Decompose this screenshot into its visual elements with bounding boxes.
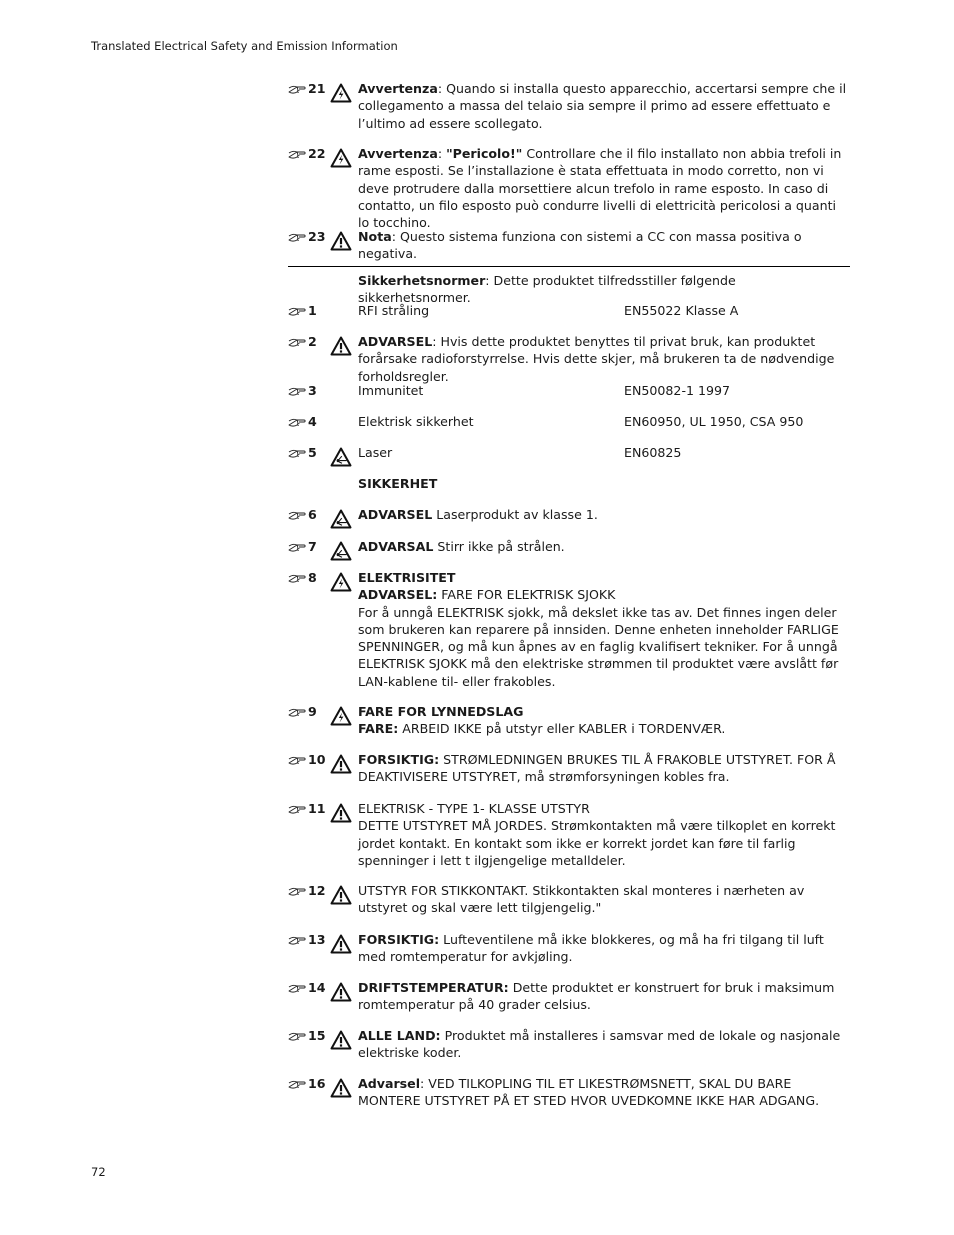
body-text: : Quando si installa questo apparecchio, accertarsi sempre che il collegamento a massa del telaio sia sempre il primo ad essere effettuato e l’ultimo ad essere scollegato. — [358, 81, 847, 131]
bold-label: FARE: — [358, 721, 399, 737]
pointing-hand-icon — [288, 573, 306, 584]
entry-number: 13 — [308, 932, 326, 947]
entry-line — [358, 817, 850, 869]
entry-number: 5 — [308, 445, 317, 460]
entry-gutter — [288, 475, 358, 495]
entry-number: 1 — [308, 303, 317, 318]
notice-entry — [288, 506, 850, 523]
body-text: For å unngå ELEKTRISK sjokk, må dekslet ikke tas av. Det finnes ingen deler som brukeren kan reparere på innsiden. Denne enheten inneholder FARLIGE SPENNINGER, og må kun åpnes av en faglig kvalifisert tekniker. For å unngå ELEKTRISK SJOKK må den elektriske strømmen til produktet være avslått før LAN-kablene til- eller frakobles. — [358, 604, 839, 689]
bold-label: DRIFTSTEMPERATUR: — [358, 980, 509, 995]
notice-entry — [288, 882, 850, 917]
electrical-hazard-icon — [330, 706, 352, 726]
entry-text — [358, 569, 850, 690]
entry-line — [358, 703, 850, 720]
entry-text — [358, 444, 850, 461]
pointing-hand-icon — [288, 571, 306, 588]
bold-label: ADVARSAL — [358, 539, 434, 554]
bold-label: Avvertenza — [358, 81, 438, 96]
electrical-hazard-icon — [330, 83, 352, 103]
notice-entry — [288, 800, 850, 869]
entry-number: 14 — [308, 980, 326, 995]
entry-gutter — [288, 800, 358, 820]
pointing-hand-icon — [288, 147, 306, 164]
pointing-hand-icon — [288, 417, 306, 428]
pointing-hand-icon — [288, 149, 306, 160]
warning-icon — [330, 231, 352, 251]
entry-number: 22 — [308, 146, 326, 161]
body-text: Laser — [358, 445, 393, 460]
entry-gutter — [288, 80, 358, 100]
notice-entry — [288, 80, 850, 132]
electrical-hazard-icon — [330, 148, 352, 168]
laser-warning-icon — [330, 509, 352, 529]
warning-icon — [330, 1030, 352, 1054]
pointing-hand-icon — [288, 935, 306, 946]
electrical-hazard-icon — [330, 148, 352, 172]
pointing-hand-icon — [288, 981, 306, 998]
pointing-hand-icon — [288, 510, 306, 521]
entry-text — [358, 538, 850, 555]
bold-label: Nota — [358, 229, 392, 244]
entry-line — [358, 720, 850, 737]
entry-gutter — [288, 444, 358, 464]
entry-text — [358, 80, 850, 132]
standard-value: EN60950, UL 1950, CSA 950 — [624, 414, 804, 429]
pointing-hand-icon — [288, 542, 306, 553]
body-text: RFI stråling — [358, 303, 430, 318]
bold-label: Advarsel — [358, 1076, 421, 1091]
entry-gutter — [288, 1075, 358, 1095]
warning-icon — [330, 336, 352, 360]
laser-warning-icon — [330, 509, 352, 533]
bold-label: ELEKTRISITET — [358, 570, 456, 585]
standard-value: EN50082-1 1997 — [624, 383, 731, 398]
notice-entry — [288, 382, 850, 399]
bold-label: "Pericolo!" — [446, 146, 523, 161]
body-text: Lufteventilene må ikke blokkeres, og må ha fri tilgang til luft med romtemperatur for avkjøling. — [358, 932, 824, 965]
body-text: : Questo sistema funziona con sistemi a CC con massa positiva o negativa. — [358, 229, 802, 262]
entry-line — [358, 604, 850, 690]
entry-number: 11 — [308, 801, 326, 816]
pointing-hand-icon — [288, 448, 306, 459]
warning-icon — [330, 982, 352, 1006]
pointing-hand-icon — [288, 304, 306, 321]
entry-number: 21 — [308, 81, 326, 96]
entry-number: 6 — [308, 507, 317, 522]
pointing-hand-icon — [288, 337, 306, 348]
body-text: : Hvis dette produktet benyttes til privat bruk, kan produktet forårsake radioforstyrrelse. Hvis dette skjer, må brukeren ta de nødvendige forholdsregler. — [358, 334, 835, 384]
body-text: UTSTYR FOR STIKKONTAKT. Stikkontakten skal monteres i nærheten av utstyret og skal være lett tilgjengelig." — [358, 883, 805, 916]
notice-entry — [288, 444, 850, 461]
entry-text — [358, 931, 850, 966]
pointing-hand-icon — [288, 753, 306, 770]
warning-icon — [330, 231, 352, 255]
pointing-hand-icon — [288, 415, 306, 432]
entry-number: 10 — [308, 752, 326, 767]
entry-number: 15 — [308, 1028, 326, 1043]
warning-icon — [330, 885, 352, 905]
notice-entry — [288, 145, 850, 231]
body-text: Dette produktet er konstruert for bruk i maksimum romtemperatur på 40 grader celsius. — [358, 980, 835, 1013]
entry-text — [358, 800, 850, 869]
warning-icon — [330, 1078, 352, 1102]
warning-icon — [330, 934, 352, 954]
notice-entry — [288, 1027, 850, 1062]
pointing-hand-icon — [288, 508, 306, 525]
electrical-hazard-icon — [330, 83, 352, 107]
body-text: FARE FOR ELEKTRISK SJOKK — [437, 587, 616, 603]
entry-text — [358, 882, 850, 917]
entry-gutter — [288, 538, 358, 558]
entry-text — [358, 1075, 850, 1110]
bold-label: ADVARSEL — [358, 507, 433, 522]
entry-gutter — [288, 382, 358, 402]
body-text: STRØMLEDNINGEN BRUKES TIL Å FRAKOBLE UTSTYRET. FOR Å DEAKTIVISERE UTSTYRET, må strømforsyningen kobles fra. — [358, 752, 836, 785]
warning-icon — [330, 336, 352, 356]
entry-number: 7 — [308, 539, 317, 554]
entry-gutter — [288, 333, 358, 353]
laser-warning-icon — [330, 447, 352, 471]
entry-line — [358, 800, 850, 817]
notice-entry — [288, 333, 850, 385]
entry-text — [358, 506, 850, 523]
entry-gutter — [288, 882, 358, 902]
entry-text — [358, 382, 850, 399]
entry-text — [358, 703, 850, 738]
body-text: : — [437, 146, 447, 161]
entry-gutter — [288, 267, 358, 287]
entry-gutter — [288, 302, 358, 322]
bold-label: ADVARSEL — [358, 334, 433, 349]
entry-gutter — [288, 1027, 358, 1047]
pointing-hand-icon — [288, 84, 306, 95]
body-text: Controllare che il filo installato non abbia trefoli in rame esposti. Se l’installazione è stata effettuata in modo corretto, non vi deve protrudere dalla morsettiere alcun trefolo in rame esposto. In caso di contatto, un filo esposto può condurre livelli di elettricità pericolosi a quanti lo tocchino. — [358, 146, 842, 231]
warning-icon — [330, 803, 352, 827]
entry-gutter — [288, 931, 358, 951]
pointing-hand-icon — [288, 232, 306, 243]
entry-gutter — [288, 228, 358, 248]
entry-gutter — [288, 506, 358, 526]
entry-gutter — [288, 751, 358, 771]
pointing-hand-icon — [288, 540, 306, 557]
entry-text — [358, 302, 850, 319]
pointing-hand-icon — [288, 230, 306, 247]
entry-gutter — [288, 569, 358, 589]
body-text: Immunitet — [358, 383, 424, 398]
notice-entry — [288, 1075, 850, 1110]
warning-icon — [330, 754, 352, 778]
standard-value: EN60825 — [624, 445, 682, 460]
entry-text — [358, 333, 850, 385]
entry-text — [358, 475, 850, 492]
notice-entry — [288, 413, 850, 430]
body-text: : VED TILKOPLING TIL ET LIKESTRØMSNETT, SKAL DU BARE MONTERE UTSTYRET PÅ ET STED HVOR UVEDKOMNE IKKE HAR ADGANG. — [358, 1076, 820, 1109]
entry-number: 12 — [308, 883, 326, 898]
body-text: Laserprodukt av klasse 1. — [432, 507, 598, 522]
bold-label: ALLE LAND: — [358, 1028, 441, 1043]
page-number: 72 — [91, 1165, 106, 1179]
entry-line — [358, 586, 850, 603]
body-text: Stirr ikke på strålen. — [433, 539, 565, 554]
body-text: : Dette produktet tilfredsstiller følgende sikkerhetsnormer. — [358, 273, 736, 306]
entry-text — [358, 228, 850, 263]
warning-icon — [330, 754, 352, 774]
warning-icon — [330, 1078, 352, 1098]
bold-label: Avvertenza — [358, 146, 438, 161]
pointing-hand-icon — [288, 384, 306, 401]
bold-label: FARE FOR LYNNEDSLAG — [358, 704, 524, 719]
laser-warning-icon — [330, 541, 352, 561]
entry-gutter — [288, 979, 358, 999]
notice-entry — [288, 228, 850, 263]
entry-line — [358, 569, 850, 586]
electrical-hazard-icon — [330, 572, 352, 592]
entry-number: 4 — [308, 414, 317, 429]
bold-label: FORSIKTIG: — [358, 752, 440, 767]
body-text: DETTE UTSTYRET MÅ JORDES. Strømkontakten må være tilkoplet en korrekt jordet kontakt. En kontakt som ikke er korrekt jordet kan føre til farlig spenninger i lett t ilgjengelige metalldeler. — [358, 818, 836, 868]
pointing-hand-icon — [288, 335, 306, 352]
pointing-hand-icon — [288, 755, 306, 766]
notice-entry — [288, 931, 850, 966]
notice-entry — [288, 266, 850, 307]
entry-number: 9 — [308, 704, 317, 719]
bold-label: FORSIKTIG: — [358, 932, 440, 947]
body-text: Produktet må installeres i samsvar med de lokale og nasjonale elektriske koder. — [358, 1028, 841, 1061]
electrical-hazard-icon — [330, 572, 352, 596]
entry-gutter — [288, 703, 358, 723]
warning-icon — [330, 934, 352, 958]
warning-icon — [330, 1030, 352, 1050]
notice-entry — [288, 751, 850, 786]
pointing-hand-icon — [288, 983, 306, 994]
notice-entry — [288, 979, 850, 1014]
pointing-hand-icon — [288, 1029, 306, 1046]
bold-label: Sikkerhetsnormer — [358, 273, 486, 288]
pointing-hand-icon — [288, 446, 306, 463]
entry-number: 2 — [308, 334, 317, 349]
entry-gutter — [288, 145, 358, 165]
pointing-hand-icon — [288, 1077, 306, 1094]
pointing-hand-icon — [288, 933, 306, 950]
pointing-hand-icon — [288, 802, 306, 819]
laser-warning-icon — [330, 541, 352, 565]
warning-icon — [330, 803, 352, 823]
electrical-hazard-icon — [330, 706, 352, 730]
pointing-hand-icon — [288, 707, 306, 718]
entry-number: 23 — [308, 229, 326, 244]
warning-icon — [330, 982, 352, 1002]
entry-text — [358, 145, 850, 231]
entry-gutter — [288, 413, 358, 433]
body-text: ARBEID IKKE på utstyr eller KABLER i TORDENVÆR. — [398, 721, 726, 737]
warning-icon — [330, 885, 352, 909]
laser-warning-icon — [330, 447, 352, 467]
body-text: Elektrisk sikkerhet — [358, 414, 474, 429]
entry-number: 16 — [308, 1076, 326, 1091]
standard-value: EN55022 Klasse A — [624, 303, 739, 318]
page-header: Translated Electrical Safety and Emission Information — [91, 39, 398, 53]
entry-text — [358, 751, 850, 786]
bold-label: SIKKERHET — [358, 476, 438, 491]
bold-label: ADVARSEL: — [358, 587, 438, 603]
pointing-hand-icon — [288, 1079, 306, 1090]
notice-entry — [288, 538, 850, 555]
entry-text — [358, 979, 850, 1014]
notice-entry — [288, 475, 850, 492]
body-text: ELEKTRISK - TYPE 1- KLASSE UTSTYR — [358, 801, 590, 816]
entry-number: 8 — [308, 570, 317, 585]
notice-entry — [288, 569, 850, 690]
pointing-hand-icon — [288, 886, 306, 897]
pointing-hand-icon — [288, 884, 306, 901]
pointing-hand-icon — [288, 82, 306, 99]
pointing-hand-icon — [288, 386, 306, 397]
notice-entry — [288, 302, 850, 319]
pointing-hand-icon — [288, 705, 306, 722]
entry-text — [358, 1027, 850, 1062]
pointing-hand-icon — [288, 306, 306, 317]
entry-number: 3 — [308, 383, 317, 398]
pointing-hand-icon — [288, 804, 306, 815]
pointing-hand-icon — [288, 1031, 306, 1042]
notice-entry — [288, 703, 850, 738]
